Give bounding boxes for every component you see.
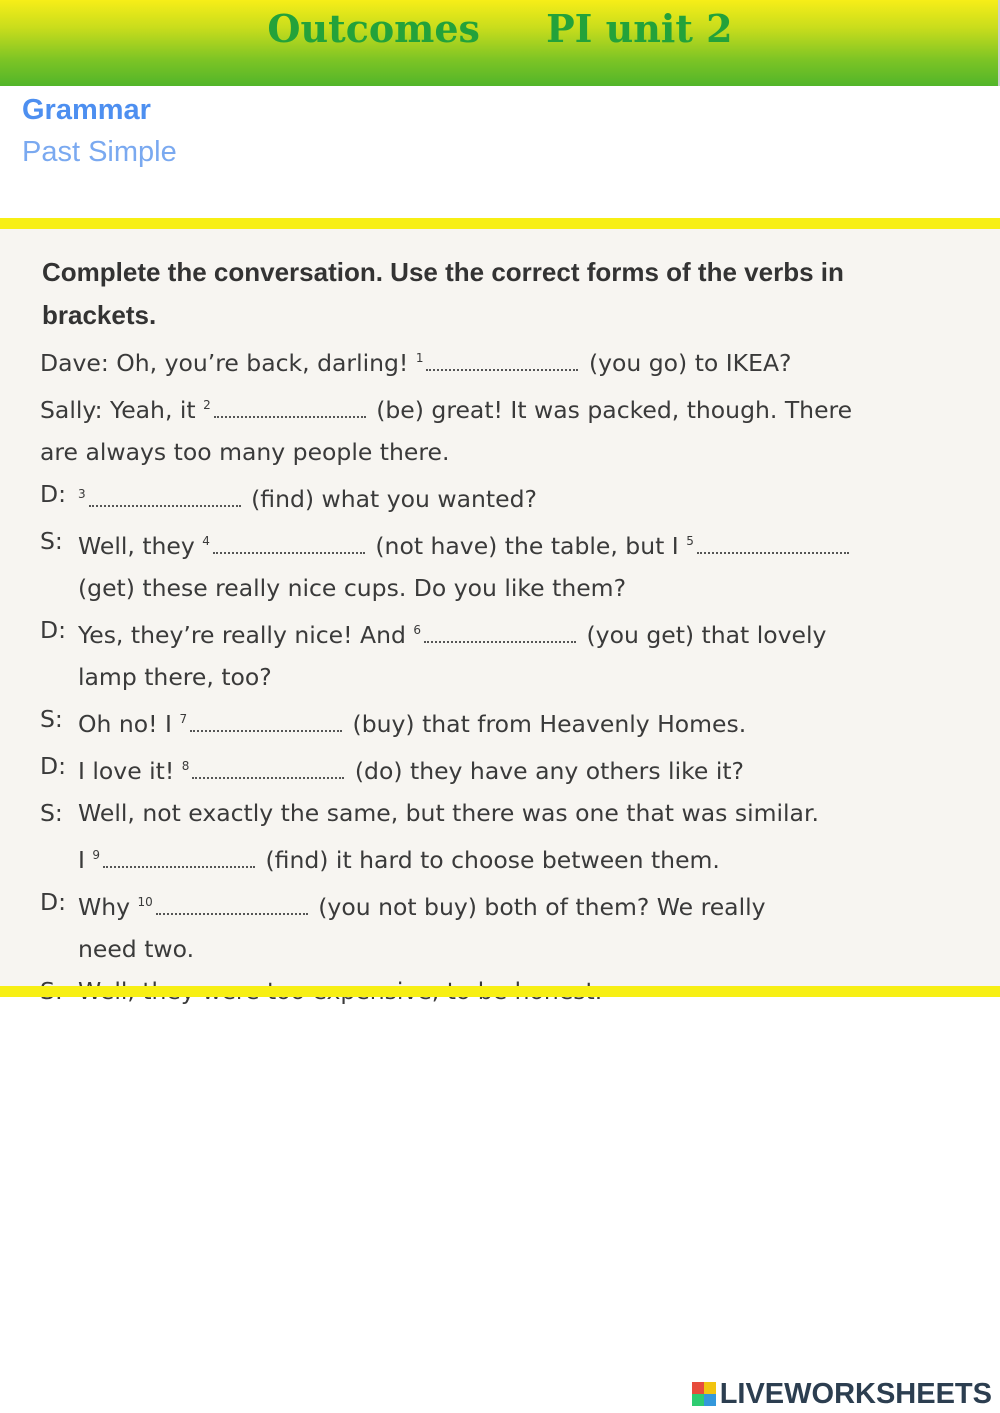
worksheet-title: Outcomes PI unit 2 (267, 6, 733, 51)
line-text: Dave: Oh, you’re back, darling! (40, 349, 416, 377)
dialogue-line (40, 337, 940, 384)
conversation (40, 337, 940, 1012)
grammar-topic: Past Simple (22, 136, 177, 168)
speaker-label: D: (40, 752, 67, 780)
line-text: Well, they (78, 532, 203, 560)
speaker-label: D: (40, 480, 67, 508)
speaker-label: S: (40, 527, 63, 555)
line-text: (do) they have any others like it? (347, 757, 745, 785)
gap-number: 6 (413, 623, 422, 637)
dialogue-turn (40, 520, 940, 609)
answer-gap-8[interactable] (192, 759, 344, 779)
answer-gap-4[interactable] (213, 534, 365, 554)
line-text: (buy) that from Heavenly Homes. (345, 710, 747, 738)
gap-number: 2 (203, 398, 211, 412)
answer-gap-9[interactable] (103, 848, 255, 868)
dialogue-turn (40, 473, 940, 520)
liveworksheets-logo-icon (692, 1382, 716, 1406)
line-text: (you get) that lovely (579, 621, 827, 649)
dialogue-turn (40, 745, 940, 792)
gap-number: 9 (92, 848, 101, 862)
line-text: Sally: Yeah, it (40, 396, 204, 424)
gap-number: 1 (415, 351, 424, 365)
line-text: Why (78, 893, 138, 921)
logo-square (704, 1382, 716, 1394)
gap-number: 4 (202, 534, 210, 548)
dialogue-turn (40, 792, 940, 881)
logo-square (692, 1382, 704, 1394)
logo-square (692, 1394, 704, 1406)
line-text: (get) these really nice cups. Do you like them? (78, 574, 627, 602)
line-text: I (78, 846, 93, 874)
line-text: Yes, they’re really nice! And (78, 621, 414, 649)
answer-gap-6[interactable] (424, 623, 576, 643)
top-divider (0, 218, 1000, 229)
speaker-label: D: (40, 616, 67, 644)
answer-gap-5[interactable] (697, 534, 849, 554)
dialogue-turn (40, 698, 940, 745)
answer-gap-2[interactable] (214, 398, 366, 418)
speaker-label: S: (40, 799, 63, 827)
bottom-divider (0, 986, 1000, 997)
speaker-label: S: (40, 705, 63, 733)
line-text: Oh no! I (78, 710, 180, 738)
line-text: (you go) to IKEA? (581, 349, 792, 377)
line-text: lamp there, too? (78, 663, 272, 691)
line-text: (find) what you wanted? (243, 485, 537, 513)
line-text: Well, not exactly the same, but there was one that was similar. (78, 799, 819, 827)
section-label: Grammar (22, 94, 151, 126)
line-text: I love it! (78, 757, 182, 785)
answer-gap-7[interactable] (190, 712, 342, 732)
dialogue-turn (40, 609, 940, 698)
dialogue-turn (40, 881, 940, 970)
exercise-panel (0, 229, 1000, 986)
gap-number: 7 (179, 712, 188, 726)
line-text: need two. (78, 935, 195, 963)
exercise-instruction: Complete the conversation. Use the correct forms of the verbs in brackets. (42, 257, 844, 330)
answer-gap-3[interactable] (89, 487, 241, 507)
gap-number: 10 (137, 895, 153, 909)
line-text: (you not buy) both of them? We really (310, 893, 766, 921)
speaker-label: D: (40, 888, 67, 916)
answer-gap-1[interactable] (426, 351, 578, 371)
dialogue-line: are always too many people there. (40, 438, 450, 466)
liveworksheets-brand[interactable] (692, 1379, 992, 1409)
title-banner (0, 0, 1000, 86)
gap-number: 5 (686, 534, 694, 548)
line-text: (find) it hard to choose between them. (258, 846, 720, 874)
answer-gap-10[interactable] (156, 895, 308, 915)
line-text: (not have) the table, but I (367, 532, 687, 560)
logo-square (704, 1394, 716, 1406)
dialogue-line (40, 384, 940, 431)
line-text: (be) great! It was packed, though. There (368, 396, 853, 424)
gap-number: 8 (181, 759, 190, 773)
brand-name: LIVEWORKSHEETS (719, 1377, 992, 1410)
gap-number: 3 (78, 487, 86, 501)
